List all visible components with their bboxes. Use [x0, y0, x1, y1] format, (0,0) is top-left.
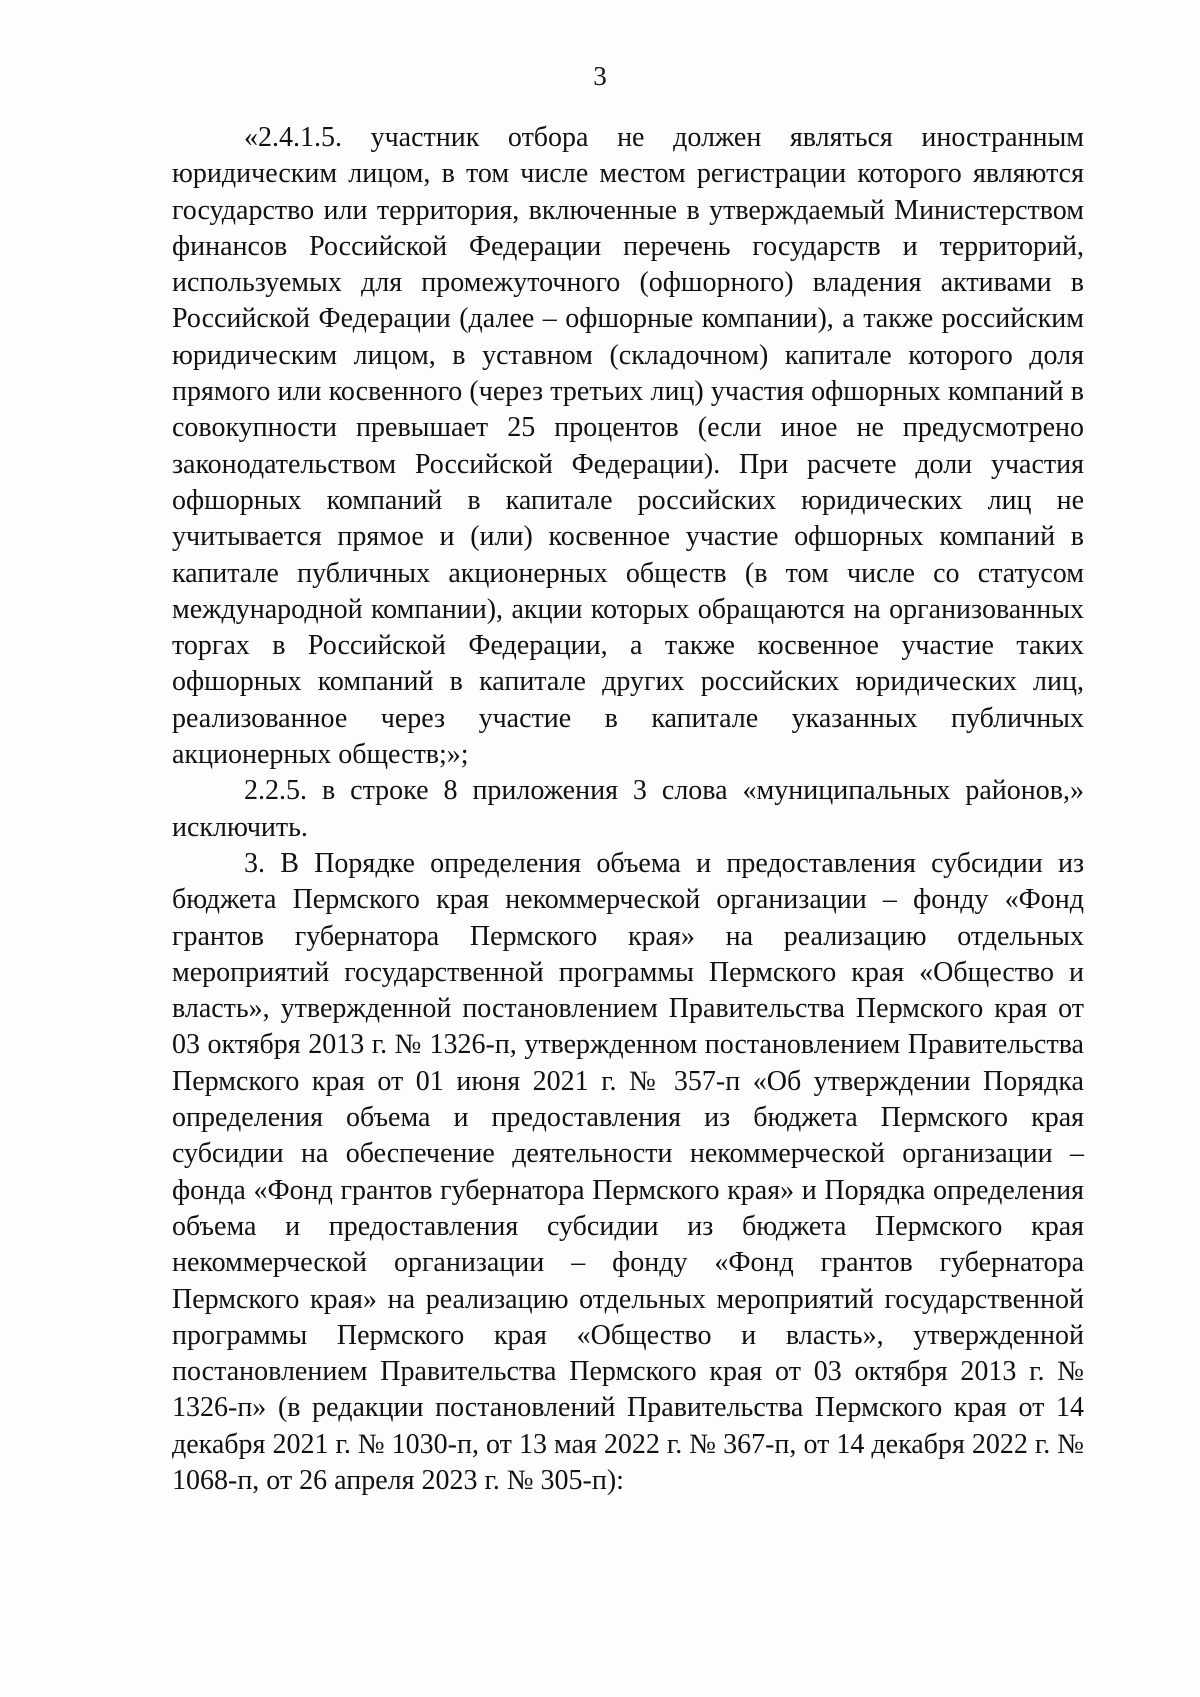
- document-body: [172, 120, 1084, 1499]
- paragraph-clause-2-2-5: 2.2.5. в строке 8 приложения 3 слова «муниципальных районов,» исключить.: [172, 775, 1084, 843]
- page-number: 3: [593, 61, 607, 91]
- paragraph-item-3: 3. В Порядке определения объема и предоставления субсидии из бюджета Пермского края некоммерческой организации – фонду «Фонд грантов губернатора Пермского края» на реализацию отдельных мероприятий государственной программы Пермского края «Общество и власть», утвержденной постановлением Правительства Пермского края от 03 октября 2013 г. № 1326-п, утвержденном постановлением Правительства Пермского края от 01 июня 2021 г. № 357-п «Об утверждении Порядка определения объема и предоставления из бюджета Пермского края субсидии на обеспечение деятельности некоммерческой организации – фонда «Фонд грантов губернатора Пермского края» и Порядка определения объема и предоставления субсидии из бюджета Пермского края некоммерческой организации – фонду «Фонд грантов губернатора Пермского края» на реализацию отдельных мероприятий государственной программы Пермского края «Общество и власть», утвержденной постановлением Правительства Пермского края от 03 октября 2013 г. № 1326-п» (в редакции постановлений Правительства Пермского края от 14 декабря 2021 г. № 1030-п, от 13 мая 2022 г. № 367-п, от 14 декабря 2022 г. № 1068-п, от 26 апреля 2023 г. № 305-п):: [172, 847, 1084, 1496]
- paragraph-clause-2-4-1-5: «2.4.1.5. участник отбора не должен являться иностранным юридическим лицом, в том числе местом регистрации которого являются государство или территория, включенные в утверждаемый Министерством финансов Российской Федерации перечень государств и территорий, используемых для промежуточного (офшорного) владения активами в Российской Федерации (далее – офшорные компании), а также российским юридическим лицом, в уставном (складочном) капитале которого доля прямого или косвенного (через третьих лиц) участия офшорных компаний в совокупности превышает 25 процентов (если иное не предусмотрено законодательством Российской Федерации). При расчете доли участия офшорных компаний в капитале российских юридических лиц не учитывается прямое и (или) косвенное участие офшорных компаний в капитале публичных акционерных обществ (в том числе со статусом международной компании), акции которых обращаются на организованных торгах в Российской Федерации, а также косвенное участие таких офшорных компаний в капитале других российских юридических лиц, реализованное через участие в капитале указанных публичных акционерных обществ;»;: [172, 122, 1084, 771]
